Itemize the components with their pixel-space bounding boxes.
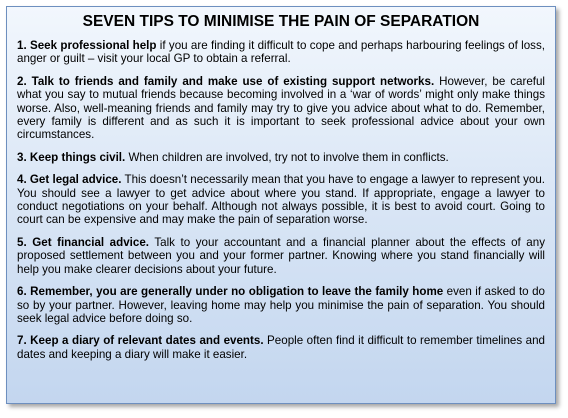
- tip-5-text: Talk to your accountant and a financial planner about the effects of any proposed settlement between you and your former partner. Knowing where you stand financially will help you make clearer decisions about your future.: [17, 235, 545, 276]
- tip-1-text: if you are finding it difficult to cope and perhaps harbouring feelings of loss, anger or guilt – visit your local GP to obtain a referral.: [17, 39, 545, 66]
- tip-4-text: This doesn’t necessarily mean that you have to engage a lawyer to represent you. You should see a lawyer to get advice about where you stand. If appropriate, engage a lawyer to conduct negotiations on your behalf. Although not always possible, it is best to avoid court. Going to court can be expensive and may make the pain of separation worse.: [17, 173, 545, 227]
- tip-3-text: When children are involved, try not to involve them in conflicts.: [125, 150, 449, 164]
- tip-2: [17, 75, 545, 142]
- tip-5: [17, 236, 545, 276]
- tip-1: [17, 39, 545, 66]
- tip-3: [17, 151, 545, 164]
- tip-6: [17, 285, 545, 325]
- tips-card: [6, 6, 556, 404]
- tip-4-heading: 4. Get legal advice.: [17, 173, 122, 187]
- card-title: SEVEN TIPS TO MINIMISE THE PAIN OF SEPARATION: [82, 13, 480, 30]
- tip-4: [17, 173, 545, 227]
- tip-7-heading: 7. Keep a diary of relevant dates and events.: [17, 334, 264, 348]
- tip-6-heading: 6. Remember, you are generally under no obligation to leave the family home: [17, 285, 444, 299]
- tip-5-heading: 5. Get financial advice.: [17, 235, 150, 249]
- tip-2-heading: 2. Talk to friends and family and make use of existing support networks.: [17, 74, 435, 88]
- tip-1-heading: 1. Seek professional help: [17, 39, 157, 52]
- tip-7: [17, 334, 545, 361]
- tip-7-text: People often find it difficult to remember timelines and dates and keeping a diary will make it easier.: [17, 334, 545, 361]
- tip-3-heading: 3. Keep things civil.: [17, 150, 126, 164]
- tip-6-text: even if asked to do so by your partner. However, leaving home may help you minimise the pain of separation. You should seek legal advice before doing so.: [17, 285, 545, 325]
- tip-2-text: However, be careful what you say to mutual friends because becoming involved in a ‘war of words’ might only make things worse. Also, well-meaning friends and family may try to give you advice about what to do. Remember, every family is different and as such it is important to seek professional advice about your own circumstances.: [17, 74, 546, 142]
